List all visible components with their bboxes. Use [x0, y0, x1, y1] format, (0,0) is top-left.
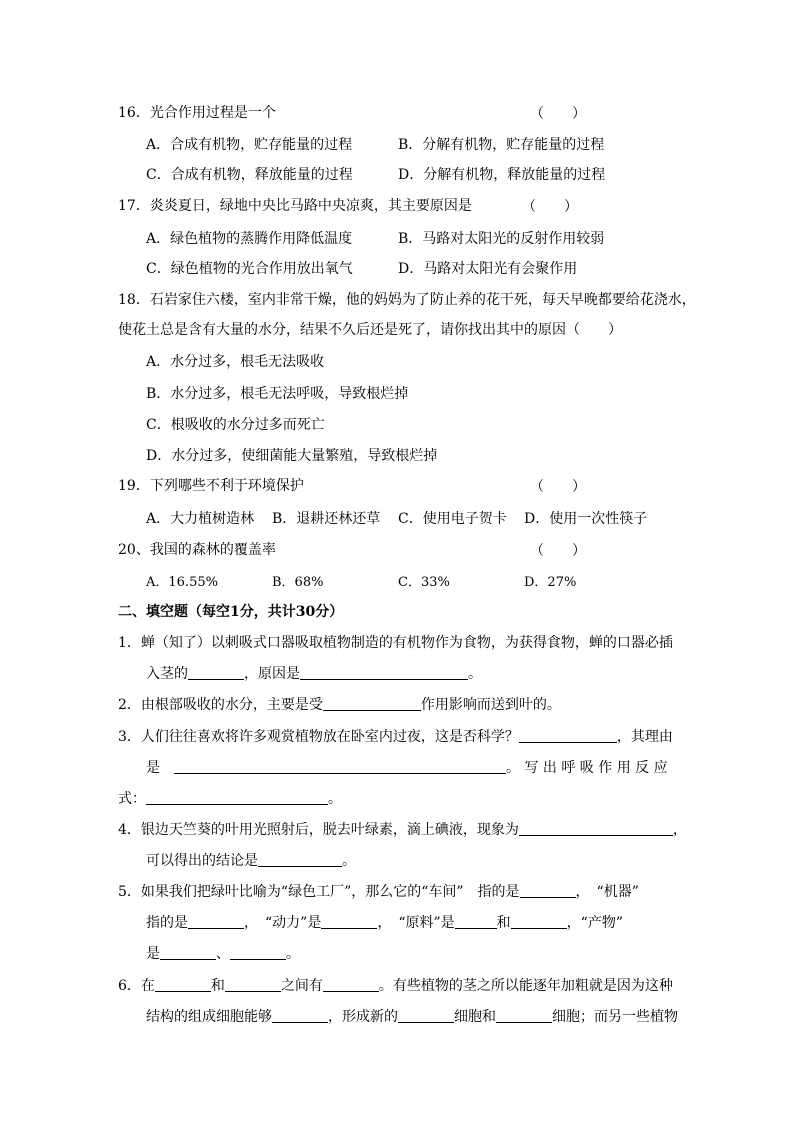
q19-option-c: C．使用电子贺卡 — [398, 511, 507, 527]
answer-blank[interactable] — [511, 914, 567, 929]
f1-line1: 1．蝉（知了）以刺吸式口器吸取植物制造的有机物作为食物，为获得食物，蝉的口器必插 — [118, 635, 673, 651]
f5-text-h: 是 — [146, 946, 160, 962]
q18-stem-line2: 使花土总是含有大量的水分，结果不久后还是死了，请你找出其中的原因（ ） — [118, 322, 622, 338]
q19-stem: 19．下列哪些不利于环境保护 — [118, 478, 304, 494]
f1-text-a: 入茎的 — [146, 666, 188, 682]
answer-blank[interactable] — [188, 914, 244, 929]
f5-text-j: 。 — [286, 946, 300, 962]
f4-line2 — [146, 851, 356, 871]
q18-option-a: A．水分过多，根毛无法吸收 — [146, 354, 325, 370]
f5-text-a: 5．如果我们把绿叶比喻为“绿色工厂”，那么它的“车间” 指的是 — [118, 884, 520, 900]
q20-option-c: C．33% — [398, 575, 450, 590]
f5-line3 — [146, 944, 300, 964]
answer-blank[interactable] — [230, 945, 286, 960]
f5-text-c: 指的是 — [146, 915, 188, 931]
answer-blank[interactable] — [496, 1008, 552, 1023]
answer-blank[interactable] — [398, 1008, 454, 1023]
q17-stem: 17．炎炎夏日，绿地中央比马路中央凉爽，其主要原因是 — [118, 198, 472, 214]
q17-option-d: D．马路对太阳光有会聚作用 — [398, 261, 578, 277]
f4-text-d: 。 — [342, 853, 356, 869]
f3-line1 — [118, 727, 673, 747]
q20-option-a: A．16.55% — [146, 575, 218, 590]
f6-text-e: 结构的组成细胞能够 — [146, 1009, 272, 1025]
q19-answer-paren: （ ） — [530, 479, 586, 495]
q17-answer-paren: （ ） — [522, 199, 578, 215]
f6-text-d: 。有些植物的茎之所以能逐年加粗就是因为这种 — [378, 978, 673, 994]
f5-line2 — [146, 913, 623, 933]
answer-blank[interactable] — [519, 821, 673, 836]
f5-text-i: 、 — [216, 946, 230, 962]
f5-text-f: 和 — [496, 915, 511, 931]
answer-blank[interactable] — [321, 914, 377, 929]
f3-text-a: 3．人们往往喜欢将许多观赏植物放在卧室内过夜，这是否科学？ — [118, 729, 519, 745]
f3-text-c: 是 — [146, 760, 160, 776]
q20-option-b: B．68% — [272, 575, 324, 590]
q20-option-d: D．27% — [524, 575, 577, 590]
q17-option-c: C．绿色植物的光合作用放出氧气 — [146, 261, 353, 277]
q16-option-d: D．分解有机物，释放能量的过程 — [398, 167, 606, 183]
f3-text-e: 式： — [118, 791, 146, 807]
answer-blank[interactable] — [272, 1008, 328, 1023]
q18-option-d: D．水分过多，使细菌能大量繁殖，导致根烂掉 — [146, 448, 438, 464]
answer-blank[interactable] — [160, 945, 216, 960]
f2-text-b: 作用影响而送到叶的。 — [420, 697, 561, 713]
f4-line1 — [118, 820, 687, 840]
q19-option-b: B．退耕还林还草 — [272, 511, 381, 527]
f5-line1 — [118, 882, 639, 902]
q19-option-a: A．大力植树造林 — [146, 511, 255, 527]
f6-text-h: 细胞；而另一些植物 — [552, 1009, 678, 1025]
f6-text-g: 细胞和 — [454, 1009, 496, 1025]
f4-text-a: 4．银边天竺葵的叶用光照射后，脱去叶绿素，滴上碘液，现象为 — [118, 822, 519, 838]
answer-blank[interactable] — [146, 790, 328, 805]
q16-option-a: A．合成有机物，贮存能量的过程 — [146, 137, 353, 153]
answer-blank[interactable] — [174, 759, 506, 774]
answer-blank[interactable] — [225, 977, 281, 992]
q20-answer-paren: （ ） — [530, 543, 586, 559]
answer-blank[interactable] — [258, 852, 342, 867]
f2-line1 — [118, 695, 561, 715]
f1-text-c: 。 — [468, 666, 482, 682]
answer-blank[interactable] — [188, 665, 244, 680]
f5-text-b: ， “机器” — [575, 884, 639, 900]
q16-option-c: C．合成有机物，释放能量的过程 — [146, 167, 353, 183]
f1-text-b: ，原因是 — [244, 666, 300, 682]
answer-blank[interactable] — [455, 914, 497, 929]
f6-text-a: 6．在 — [118, 978, 155, 994]
answer-blank[interactable] — [300, 665, 468, 680]
q18-stem-line1: 18．石岩家住六楼，室内非常干燥，他的妈妈为了防止养的花干死，每天早晚都要给花浇水， — [118, 292, 696, 308]
q20-stem: 20、我国的森林的覆盖率 — [118, 542, 276, 558]
answer-blank[interactable] — [520, 883, 576, 898]
answer-blank[interactable] — [323, 977, 379, 992]
f6-text-f: ，形成新的 — [328, 1009, 398, 1025]
f5-text-d: ， “动力”是 — [244, 915, 322, 931]
f4-text-c: 可以得出的结论是 — [146, 853, 258, 869]
answer-blank[interactable] — [155, 977, 211, 992]
q16-option-b: B．分解有机物，贮存能量的过程 — [398, 137, 605, 153]
answer-blank[interactable] — [323, 696, 421, 711]
q16-answer-paren: （ ） — [530, 106, 586, 122]
q18-option-c: C．根吸收的水分过多而死亡 — [146, 417, 325, 433]
q16-stem: 16．光合作用过程是一个 — [118, 105, 276, 121]
q18-option-b: B．水分过多，根毛无法呼吸，导致根烂掉 — [146, 386, 409, 402]
f6-line2 — [146, 1007, 678, 1027]
f5-text-g: ，“产物” — [566, 915, 623, 931]
f1-line2 — [146, 664, 482, 684]
f3-text-d: 。 写 出 呼 吸 作 用 反 应 — [506, 760, 668, 776]
f6-text-b: 和 — [210, 978, 225, 994]
f5-text-e: ， “原料”是 — [377, 915, 455, 931]
f3-line3 — [118, 789, 342, 809]
section-heading: 二、填空题（每空1分，共计30分） — [118, 604, 344, 620]
f3-text-b: ，其理由 — [616, 729, 673, 745]
f2-text-a: 2．由根部吸收的水分，主要是受 — [118, 697, 323, 713]
f3-text-f: 。 — [328, 791, 342, 807]
answer-blank[interactable] — [519, 728, 617, 743]
f4-text-b: ， — [672, 822, 687, 838]
q17-option-a: A．绿色植物的蒸腾作用降低温度 — [146, 231, 353, 247]
f3-line2 — [146, 758, 668, 778]
q17-option-b: B．马路对太阳光的反射作用较弱 — [398, 231, 605, 247]
f6-line1 — [118, 976, 673, 996]
q19-option-d: D．使用一次性筷子 — [524, 511, 648, 527]
f6-text-c: 之间有 — [280, 978, 323, 994]
